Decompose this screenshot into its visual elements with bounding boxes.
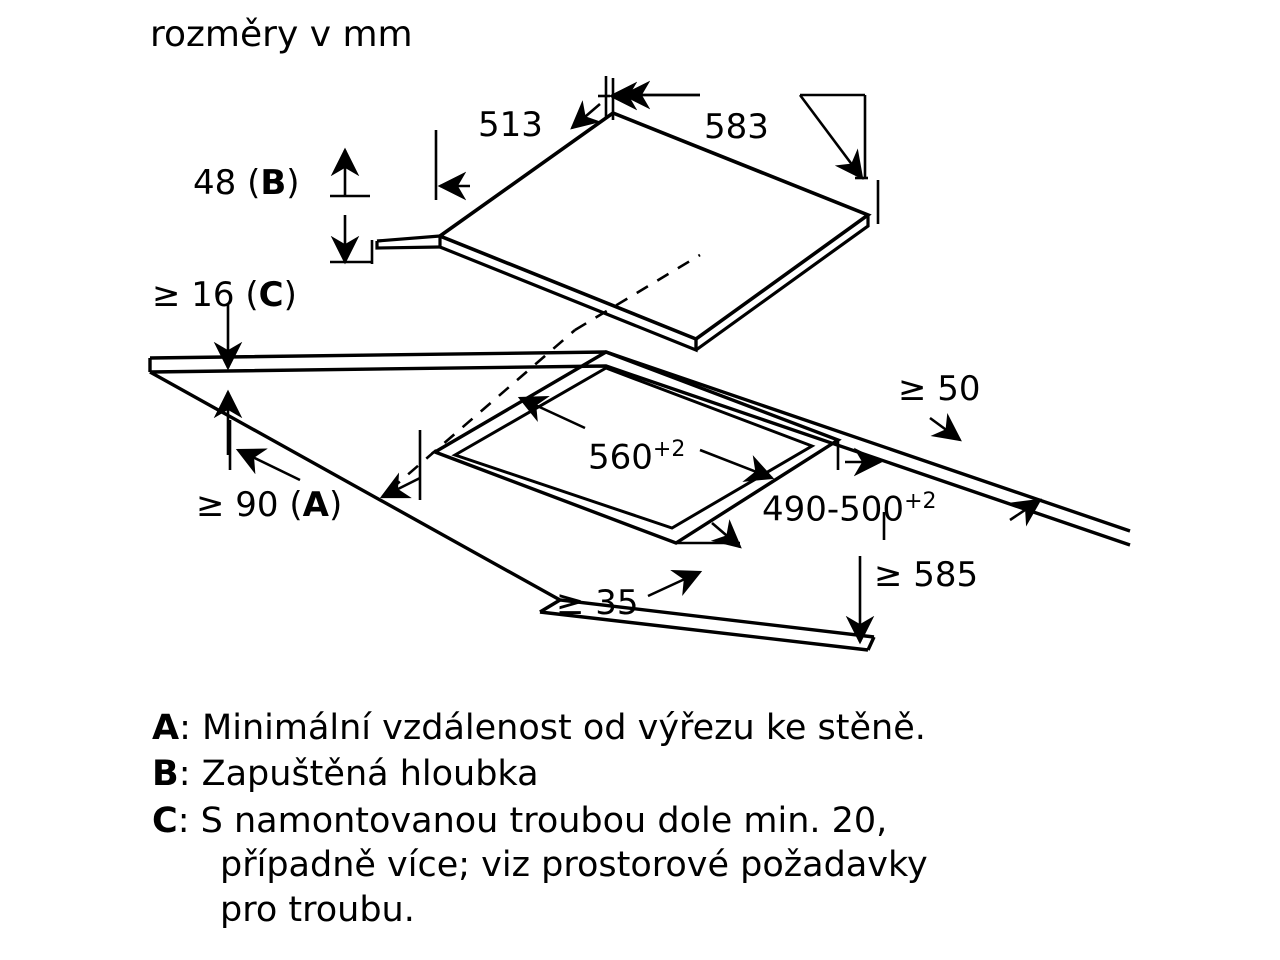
- dim-label-48-b: [193, 163, 300, 203]
- page-title: rozměry v mm: [150, 14, 413, 55]
- legend-item-a: [152, 706, 1152, 750]
- dim-50: [930, 418, 960, 440]
- cutout-width-tol: +2: [652, 437, 686, 462]
- dim-label-560: [588, 438, 685, 476]
- legend-sep-b: :: [178, 754, 191, 795]
- legend-sep-c: :: [177, 800, 190, 841]
- legend: [152, 706, 1152, 934]
- dim-label-35: ≥ 35: [556, 583, 639, 623]
- dim-16-c: [200, 305, 255, 455]
- dim-label-585: ≥ 585: [874, 555, 979, 595]
- cutout-depth-value: 490-500: [762, 489, 905, 530]
- dim-35: [648, 572, 700, 596]
- hob-plate: [377, 113, 868, 350]
- legend-key-a: A: [152, 708, 180, 748]
- dim-label-16-c: ≥ 16 (C): [152, 275, 297, 315]
- legend-text-c-line2: případně více; viz prostorové požadavky: [220, 845, 928, 886]
- dim-48-b: [330, 150, 372, 264]
- legend-text-c-line3: pro troubu.: [220, 889, 415, 930]
- dim-label-48-b-text: 48 (B): [193, 163, 300, 203]
- dim-label-513: 513: [478, 105, 543, 145]
- legend-text-a: Minimální vzdálenost od výřezu ke stěně.: [202, 708, 926, 748]
- legend-key-b: B: [152, 754, 179, 795]
- legend-key-c: C: [152, 800, 178, 841]
- legend-sep-a: :: [179, 708, 191, 748]
- legend-item-c: [152, 799, 1152, 932]
- dim-label-50: ≥ 50: [898, 369, 981, 409]
- legend-item-b: [152, 752, 1152, 796]
- cutout-width-value: 560: [588, 437, 653, 478]
- dim-label-490-500: [762, 490, 937, 528]
- dim-label-90-a: ≥ 90 (A): [196, 485, 343, 525]
- legend-text-b: Zapuštěná hloubka: [201, 754, 539, 795]
- dim-label-583: 583: [704, 107, 769, 147]
- cutout-depth-tol: +2: [904, 489, 937, 514]
- legend-text-c: S namontovanou troubou dole min. 20,: [200, 800, 888, 841]
